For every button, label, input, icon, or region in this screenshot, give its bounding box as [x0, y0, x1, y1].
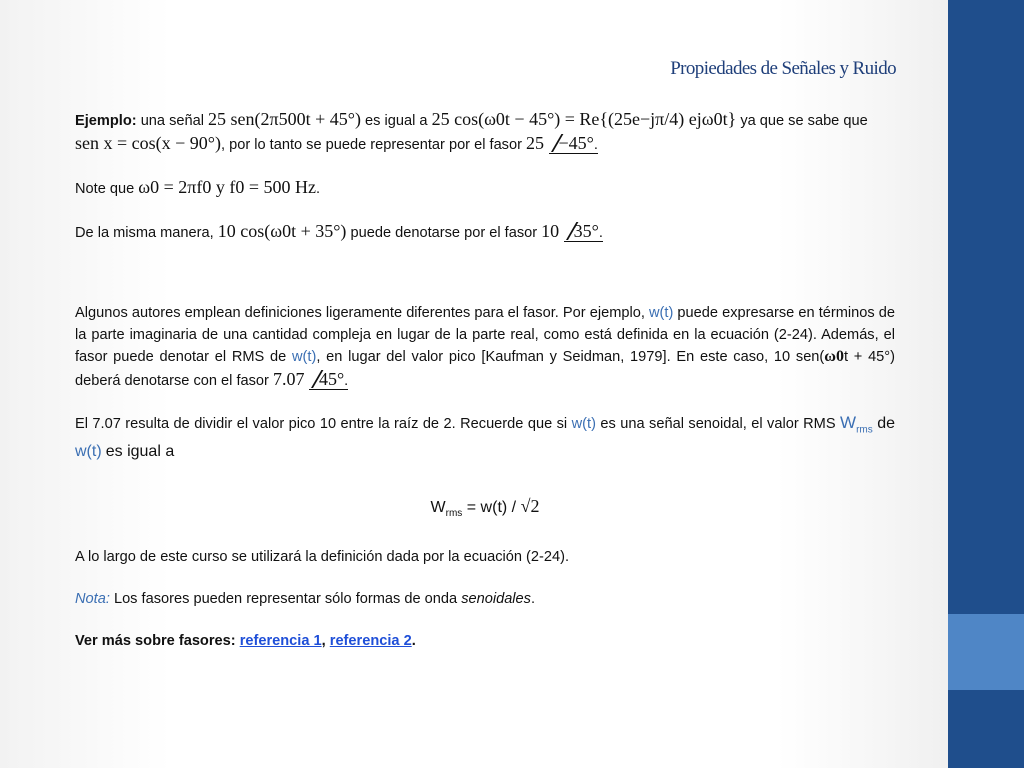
phasor-25 [526, 133, 594, 153]
phasor-magnitude: 10 [541, 221, 560, 241]
text: una señal [140, 113, 204, 129]
text: t + 45°) deberá denotarse con el fasor [75, 349, 895, 389]
paragraph-ver-mas [75, 630, 895, 652]
paragraph-curso: A lo largo de este curso se utilizará la definición dada por la ecuación (2-24). [75, 548, 570, 565]
wt-term: w(t) [292, 349, 317, 365]
link-referencia-2[interactable]: referencia 2 [329, 632, 412, 649]
text: . [411, 632, 416, 649]
text: puede denotarse por el fasor [350, 225, 538, 241]
separator: , [321, 632, 326, 649]
sidebar-bar-accent [948, 614, 1024, 690]
sidebar-bar-bottom [948, 690, 1024, 768]
text: . [598, 225, 603, 241]
wt-term: w(t) [648, 305, 674, 321]
phasor-magnitude: 7.07 [272, 369, 305, 389]
text: El 7.07 resulta de dividir el valor pico 10 entre la raíz de 2. Recuerde que si [75, 416, 568, 432]
text: ya que se sabe que [740, 113, 868, 129]
ver-mas-label: Ver más sobre fasores: [75, 632, 236, 649]
text: . [344, 373, 349, 389]
paragraph-707 [75, 412, 895, 463]
phasor-10 [541, 221, 599, 241]
text: Note que [75, 181, 135, 197]
slide-content [75, 108, 895, 652]
omega-symbol: ω0 [824, 348, 844, 365]
angle-symbol [549, 132, 594, 154]
paragraph-misma-manera [75, 220, 895, 244]
formula-omega: ω0 = 2πf0 y f0 = 500 Hz [138, 177, 317, 197]
emphasis: senoidales [461, 590, 531, 607]
sqrt-two: √2 [520, 496, 540, 517]
angle-symbol [564, 220, 599, 242]
wt-term: w(t) [75, 443, 102, 461]
text: De la misma manera, [75, 225, 214, 241]
text: . [593, 137, 598, 153]
example-lead: Ejemplo: [75, 113, 137, 129]
formula-cos-35: 10 cos(ω0t + 35°) [217, 221, 347, 241]
formula-w: W [430, 499, 446, 517]
text: . [530, 590, 536, 607]
phasor-707 [273, 369, 344, 389]
wrms-sub: rms [856, 424, 873, 436]
slide-title: Propiedades de Señales y Ruido [670, 58, 896, 79]
phasor-angle: 35° [573, 221, 599, 241]
text: es igual a [365, 113, 428, 129]
formula-cos-re: 25 cos(ω0t − 45°) = Re{(25e−jπ/4) ejω0t} [431, 109, 737, 129]
text: Algunos autores emplean definiciones ligeramente diferentes para el fasor. Por ejemplo, [75, 305, 645, 321]
wt-term: w(t) [571, 416, 596, 432]
text: es igual a [105, 443, 175, 461]
text: es una señal senoidal, el valor RMS [600, 416, 836, 432]
link-referencia-1[interactable]: referencia 1 [239, 632, 322, 649]
formula-identity: sen x = cos(x − 90°) [75, 133, 221, 153]
paragraph-example [75, 108, 895, 156]
paragraph-autores [75, 302, 895, 392]
wrms-term [840, 413, 873, 436]
paragraph-note-que [75, 176, 895, 200]
text: puede expresarse en términos de la parte imaginaria de una cantidad compleja en lugar de la parte real, como está definida en la ecuación (2-24). Además, el fasor puede denotar el RMS de [75, 305, 895, 365]
phasor-magnitude: 25 [526, 133, 545, 153]
text: Los fasores pueden representar sólo formas de onda [113, 590, 458, 607]
sidebar-bar-top [948, 0, 1024, 614]
phasor-angle: −45° [558, 133, 594, 153]
formula-sub: rms [445, 508, 463, 520]
text: , por lo tanto se puede representar por el fasor [220, 137, 522, 153]
wrms-letter: W [840, 413, 857, 432]
nota-label: Nota: [75, 590, 110, 607]
text: de [877, 415, 895, 432]
paragraph-nota [75, 588, 895, 610]
formula-wrms [75, 495, 895, 525]
formula-sen: 25 sen(2π500t + 45°) [208, 109, 361, 129]
text: . [316, 181, 321, 197]
formula-rest: = w(t) / [466, 499, 517, 517]
phasor-angle: 45° [318, 369, 345, 389]
text: , en lugar del valor pico [Kaufman y Seidman, 1979]. En este caso, 10 sen( [316, 349, 825, 365]
angle-symbol [309, 368, 344, 390]
